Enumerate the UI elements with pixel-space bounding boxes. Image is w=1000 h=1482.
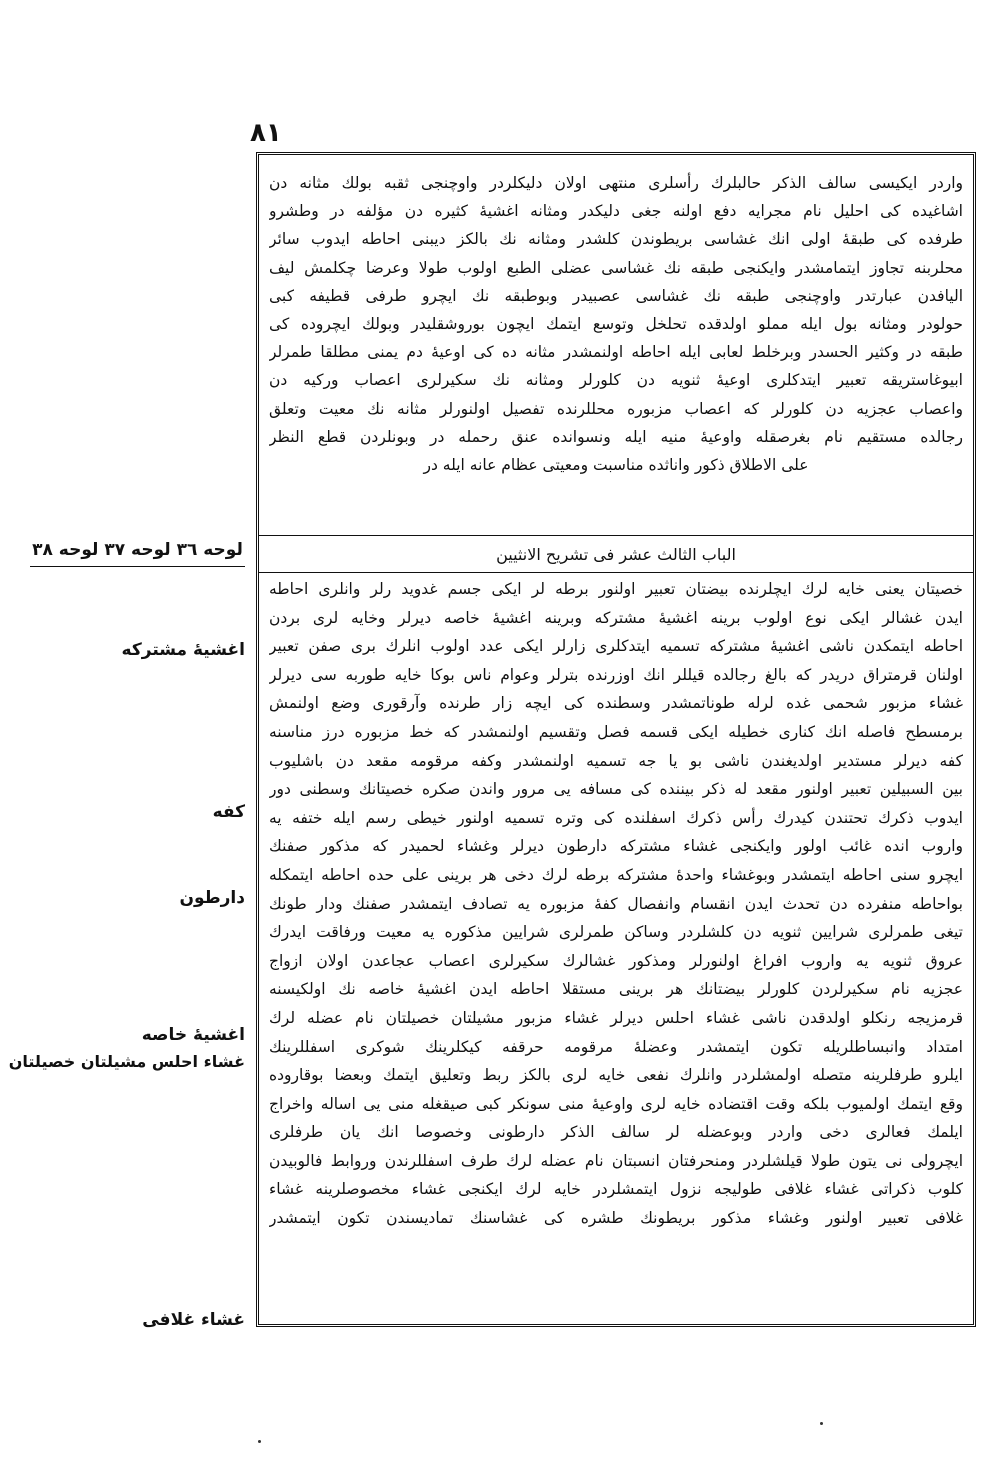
text-line: امتداد وانبساطلریله تکون ایتمشدر وعضلهٔ مرقومه حرقفه کیکلرینك شوکری اسفللرینك: [269, 1037, 963, 1056]
text-line: رجالده مستقیم نام بغرصقله واوعیهٔ منیه ایله ونسوانده عنق رحمله در وبونلردن قطع النظر: [269, 427, 963, 446]
text-line: واردر ایکیسی سالف الذکر حالبلرك رأسلری منتهی اولان دلیکلردر واوچنجی ثقبه بولك مثانه دن: [269, 174, 963, 192]
margin-note-plate-refs: لوحه ۳٦ لوحه ۳۷ لوحه ۳۸: [32, 540, 243, 560]
margin-note-vaginal-membrane: غشاء غلافی: [142, 1310, 245, 1330]
text-line: الیافدن عبارتدر واوچنجی طبقه نك غشاسی عصبیدر وبوطبقه نك ایچرو طرفی قطیفه کبی: [269, 286, 963, 305]
text-line: عروق ثنویه یه واروب افراغ اولنورلر ومذکور غشالرك سکیرلری اعصاب عجاعدن اولان ازواج: [269, 951, 963, 970]
text-line: کلوب ذکراتی غشاء غلافی طولیجه نزول ایتمشلردر خایه لرك ایکنجی غشاء مخصوصلرینه غشاء: [269, 1180, 963, 1199]
text-line: ابیوغاستریقه تعبیر ایتدکلری اوعیهٔ ثنویه دن کلورلر ومثانه نك سکیرلری اعصاب ورکیه دن: [269, 371, 963, 390]
text-line: عجزیه نام سکیرلردن کلورلر بیضتانك هر برینی مستقلا احاطه ایدن اغشیهٔ خاصه نك اولکیسنه: [269, 980, 963, 999]
text-line: بواحاطه منفرده دن تحدث ایدن انقسام وانفصال کفهٔ مزبوره یه تصادف ایتمشدر صفنك ودار طونك: [269, 894, 963, 913]
text-line: غشاء مزبور شحمی غده لرله طوناتمشدر وسطنده کی ایچه زار طرنده وآرقوری وضع اولنمش: [269, 694, 963, 713]
divider-top: [259, 535, 973, 536]
margin-note-proper-membranes: اغشیهٔ خاصه: [141, 1025, 245, 1045]
text-line: واروب انده غائب اولور وایکنجی غشاء مشترکه دارطون دیرلر وغشاء لحمیدر که مذکور صفنك: [269, 837, 963, 856]
top-text-block: [269, 169, 963, 537]
text-line: قرمزیجه رنکلو اولدقدن ناشی غشاء احلس دیرلر غشاء مزبور مشیلتان خصیلتان نام عضله لرك: [269, 1008, 963, 1027]
margin-note-raphe: کفه: [212, 802, 245, 822]
divider-bottom: [259, 572, 973, 573]
text-line: اولنان قرمتراق دریدر که بالغ رجالده قیللر انك اوزرنده بترلر وعوام ناس بوکا خایه طوربه سی دیرلر: [269, 665, 963, 684]
text-line: بین السبیلین تعبیر اولنور مقعد له ذکر بیننده کی مسافه یی مرور واندن صکره خصیتانك وسطنی دور: [269, 780, 963, 799]
text-line: ایدن غشالر ایکی نوع اولوب برینه اغشیهٔ مشترکه وبرینه اغشیهٔ خاصه دیرلر وخایه لری بردن: [269, 608, 963, 627]
ink-speck: [258, 1440, 261, 1443]
text-line: کفه دیرلر مستدیر اولدیغندن ناشی بو یا جه تسمیه اولنمشدر وکفه مرقومه مقعد دن باشلیوب: [269, 751, 963, 770]
text-line: ایچرولی نی یتون طولا قیلشلردر ومنحرفتان انسبتان نام عضله لرك طرف اسفللرندن وروابط فالوبیدن: [269, 1151, 963, 1170]
margin-rule-plate-refs: [30, 566, 245, 567]
ink-speck: [820, 1422, 823, 1425]
text-line: ایلمك فعالری دخی واردر وبوعضله لر سالف الذکر دارطونی وخصوصا انك یان طرفلری: [269, 1123, 963, 1142]
margin-note-common-membranes: اغشیهٔ مشترکه: [121, 640, 245, 660]
text-line: برمسطح فاصله انك کناری خطیله ایکی قسمه فصل وتقسیم اولنمشدر که خط مزبوره درز مناسنه: [269, 722, 963, 741]
text-line: طبقه در وکثیر الحسدر وبرخلط لعابی ایله احاطه اولنمشدر مثانه ده کی اوعیهٔ دم یمنی مطلقا طمرلر: [269, 343, 963, 362]
text-line: حولودر ومثانه بول ایله مملو اولدقده تحلخل وتوسع ایتمك ایچون بوروشقلیدر وبولك ایچروده کی: [269, 314, 963, 333]
chapter-heading: الباب الثالث عشر فی تشریح الانثیین: [496, 545, 736, 564]
text-line: خصیتان یعنی خایه لرك ایچلرنده بیضتان تعبیر اولنور برطه لر ایکی جسم غدوید رلر وانلری احاطه: [269, 580, 963, 598]
text-line: احاطه ایتمکدن ناشی اغشیهٔ مشترکه تسمیه ایتدکلری زارلر ایکی عدد اولوب انلرك بری صفن تعبیر: [269, 637, 963, 656]
main-text-frame: [256, 152, 976, 1327]
text-line: ایلرو طرفلرینه متصله اولمشلردر وانلرك نفعی خایه لری بالکز ربط وتعلیق ایتمك وبعضا بوقاروده: [269, 1066, 963, 1085]
text-line: ایچرو سنی احاطه ایتمشدر وبوغشاء واحدهٔ مشترکه برطه لرك دخی هر برینی علی حده احاطه ایتمکله: [269, 865, 963, 884]
text-line: اشاغیده کی احلیل نام مجرایه دفع اولنه جغی دلیکدر ومثانه اغشیهٔ کثیره دن مؤلفه در وطشرو: [269, 202, 963, 221]
page-number: ٨١: [250, 118, 282, 148]
body-text-block: [269, 575, 963, 1320]
text-line: طرفده کی طبقهٔ اولی انك غشاسی بریطوندن کلشدر ومثانه نك بالکز دیبنی احاطه ایدوب سائر: [269, 230, 963, 249]
margin-note-red-membrane: غشاء احلس مشیلتان خصیلتان: [8, 1052, 245, 1071]
text-line: ایدوب ذکرك تحتندن کیدرك رأس ذکرك اسفلنده کی وتره تسمیه اولنور خیطی رسم ایله ختفه یه: [269, 808, 963, 827]
text-line: علی الاطلاق ذکور واناثده مناسبت ومعیتی عظام عانه ایله در: [423, 455, 809, 474]
text-line: غلافی تعبیر اولنور وغشاء مذکور بریطونك طشره کی غشاسنك تمادیسندن تکون ایتمشدر: [269, 1209, 963, 1228]
text-line: واعصاب عجزیه دن کلورلر که اعصاب مزبوره محللرنده تفصیل اولنورلر مثانه نك معیت وتعلق: [269, 399, 963, 418]
margin-note-dartos: دارطون: [179, 888, 245, 908]
text-line: محلربنه تجاوز ایتمامشدر وایکنجی طبقه نك غشاسی عضلی الطبع اولوب طولا وعرضا چکلمش لیف: [269, 258, 963, 277]
text-line: تیغی طمرلری شرایین ثنویه دن کلشلردر وساکن طمرلری شرایین مذکوره یه معیت ورفاقت ایدرك: [269, 923, 963, 942]
text-line: وقع ایتمك اولمیوب بلکه وقت اقتضاده خایه لری واوعیهٔ منی سونکر کبی صیقغله منی یی اساله واخراج: [269, 1094, 963, 1113]
